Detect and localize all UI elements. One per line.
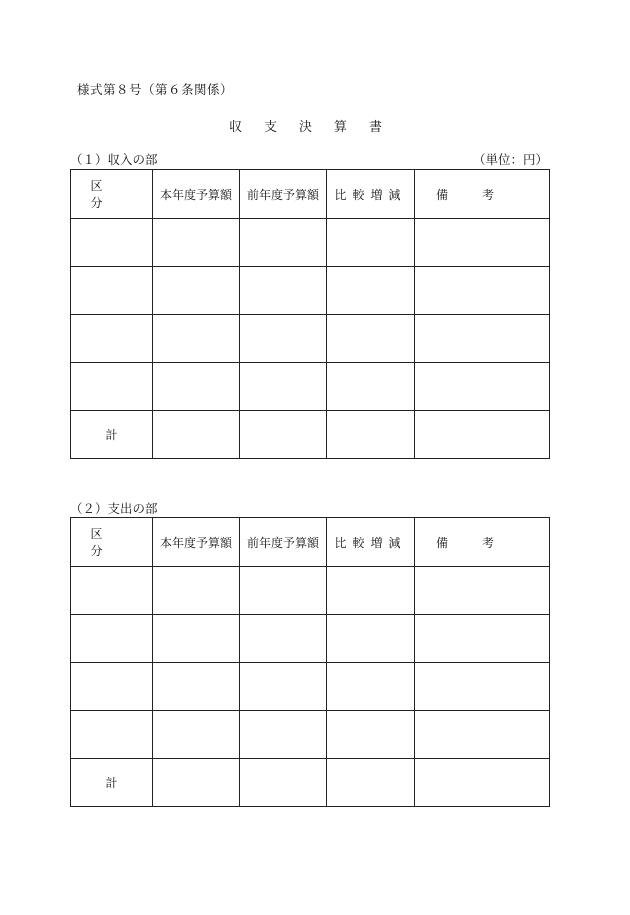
expense-header-row bbox=[71, 518, 550, 567]
previous-budget-cell[interactable] bbox=[240, 363, 327, 411]
table-row bbox=[71, 315, 550, 363]
remarks-cell[interactable] bbox=[415, 615, 550, 663]
category-cell[interactable] bbox=[71, 315, 153, 363]
current-budget-cell[interactable] bbox=[153, 219, 240, 267]
unit-label: （単位：円） bbox=[472, 152, 548, 167]
current-budget-cell[interactable] bbox=[153, 711, 240, 759]
col-current-budget: 本年度予算額 bbox=[153, 518, 240, 567]
total-row bbox=[71, 759, 550, 807]
remarks-cell[interactable] bbox=[415, 363, 550, 411]
difference-cell[interactable] bbox=[327, 663, 415, 711]
col-previous-budget: 前年度予算額 bbox=[240, 170, 327, 219]
form-number: 様式第８号（第６条関係） bbox=[77, 82, 234, 97]
col-previous-budget: 前年度予算額 bbox=[240, 518, 327, 567]
col-difference: 比較増減 bbox=[327, 518, 415, 567]
remarks-cell[interactable] bbox=[415, 663, 550, 711]
remarks-cell[interactable] bbox=[415, 219, 550, 267]
current-budget-cell[interactable] bbox=[153, 567, 240, 615]
total-previous-budget-cell[interactable] bbox=[240, 411, 327, 459]
total-previous-budget-cell[interactable] bbox=[240, 759, 327, 807]
table-row bbox=[71, 615, 550, 663]
difference-cell[interactable] bbox=[327, 267, 415, 315]
expense-table bbox=[70, 517, 550, 807]
col-remarks: 備考 bbox=[415, 170, 550, 219]
category-cell[interactable] bbox=[71, 267, 153, 315]
col-current-budget: 本年度予算額 bbox=[153, 170, 240, 219]
total-difference-cell[interactable] bbox=[327, 411, 415, 459]
table-row bbox=[71, 711, 550, 759]
previous-budget-cell[interactable] bbox=[240, 663, 327, 711]
current-budget-cell[interactable] bbox=[153, 363, 240, 411]
remarks-cell[interactable] bbox=[415, 315, 550, 363]
current-budget-cell[interactable] bbox=[153, 663, 240, 711]
previous-budget-cell[interactable] bbox=[240, 219, 327, 267]
remarks-cell[interactable] bbox=[415, 567, 550, 615]
total-label: 計 bbox=[71, 411, 153, 459]
previous-budget-cell[interactable] bbox=[240, 567, 327, 615]
income-table bbox=[70, 169, 550, 459]
category-cell[interactable] bbox=[71, 567, 153, 615]
col-category: 区分 bbox=[71, 518, 153, 567]
remarks-cell[interactable] bbox=[415, 267, 550, 315]
col-category: 区分 bbox=[71, 170, 153, 219]
category-cell[interactable] bbox=[71, 711, 153, 759]
document-title: 収支決算書 bbox=[228, 120, 404, 135]
category-cell[interactable] bbox=[71, 615, 153, 663]
previous-budget-cell[interactable] bbox=[240, 267, 327, 315]
total-label: 計 bbox=[71, 759, 153, 807]
total-remarks-cell[interactable] bbox=[415, 759, 550, 807]
difference-cell[interactable] bbox=[327, 315, 415, 363]
table-row bbox=[71, 567, 550, 615]
total-current-budget-cell[interactable] bbox=[153, 759, 240, 807]
remarks-cell[interactable] bbox=[415, 711, 550, 759]
category-cell[interactable] bbox=[71, 363, 153, 411]
total-row bbox=[71, 411, 550, 459]
income-header-row bbox=[71, 170, 550, 219]
difference-cell[interactable] bbox=[327, 363, 415, 411]
category-cell[interactable] bbox=[71, 663, 153, 711]
table-row bbox=[71, 663, 550, 711]
previous-budget-cell[interactable] bbox=[240, 711, 327, 759]
col-difference: 比較増減 bbox=[327, 170, 415, 219]
total-difference-cell[interactable] bbox=[327, 759, 415, 807]
table-row bbox=[71, 363, 550, 411]
difference-cell[interactable] bbox=[327, 711, 415, 759]
total-remarks-cell[interactable] bbox=[415, 411, 550, 459]
col-remarks: 備考 bbox=[415, 518, 550, 567]
previous-budget-cell[interactable] bbox=[240, 615, 327, 663]
difference-cell[interactable] bbox=[327, 219, 415, 267]
table-row bbox=[71, 219, 550, 267]
total-current-budget-cell[interactable] bbox=[153, 411, 240, 459]
difference-cell[interactable] bbox=[327, 567, 415, 615]
current-budget-cell[interactable] bbox=[153, 267, 240, 315]
category-cell[interactable] bbox=[71, 219, 153, 267]
difference-cell[interactable] bbox=[327, 615, 415, 663]
income-section-heading: （１）収入の部 bbox=[70, 152, 158, 167]
table-row bbox=[71, 267, 550, 315]
expense-section-heading: （２）支出の部 bbox=[70, 501, 158, 516]
current-budget-cell[interactable] bbox=[153, 615, 240, 663]
current-budget-cell[interactable] bbox=[153, 315, 240, 363]
previous-budget-cell[interactable] bbox=[240, 315, 327, 363]
